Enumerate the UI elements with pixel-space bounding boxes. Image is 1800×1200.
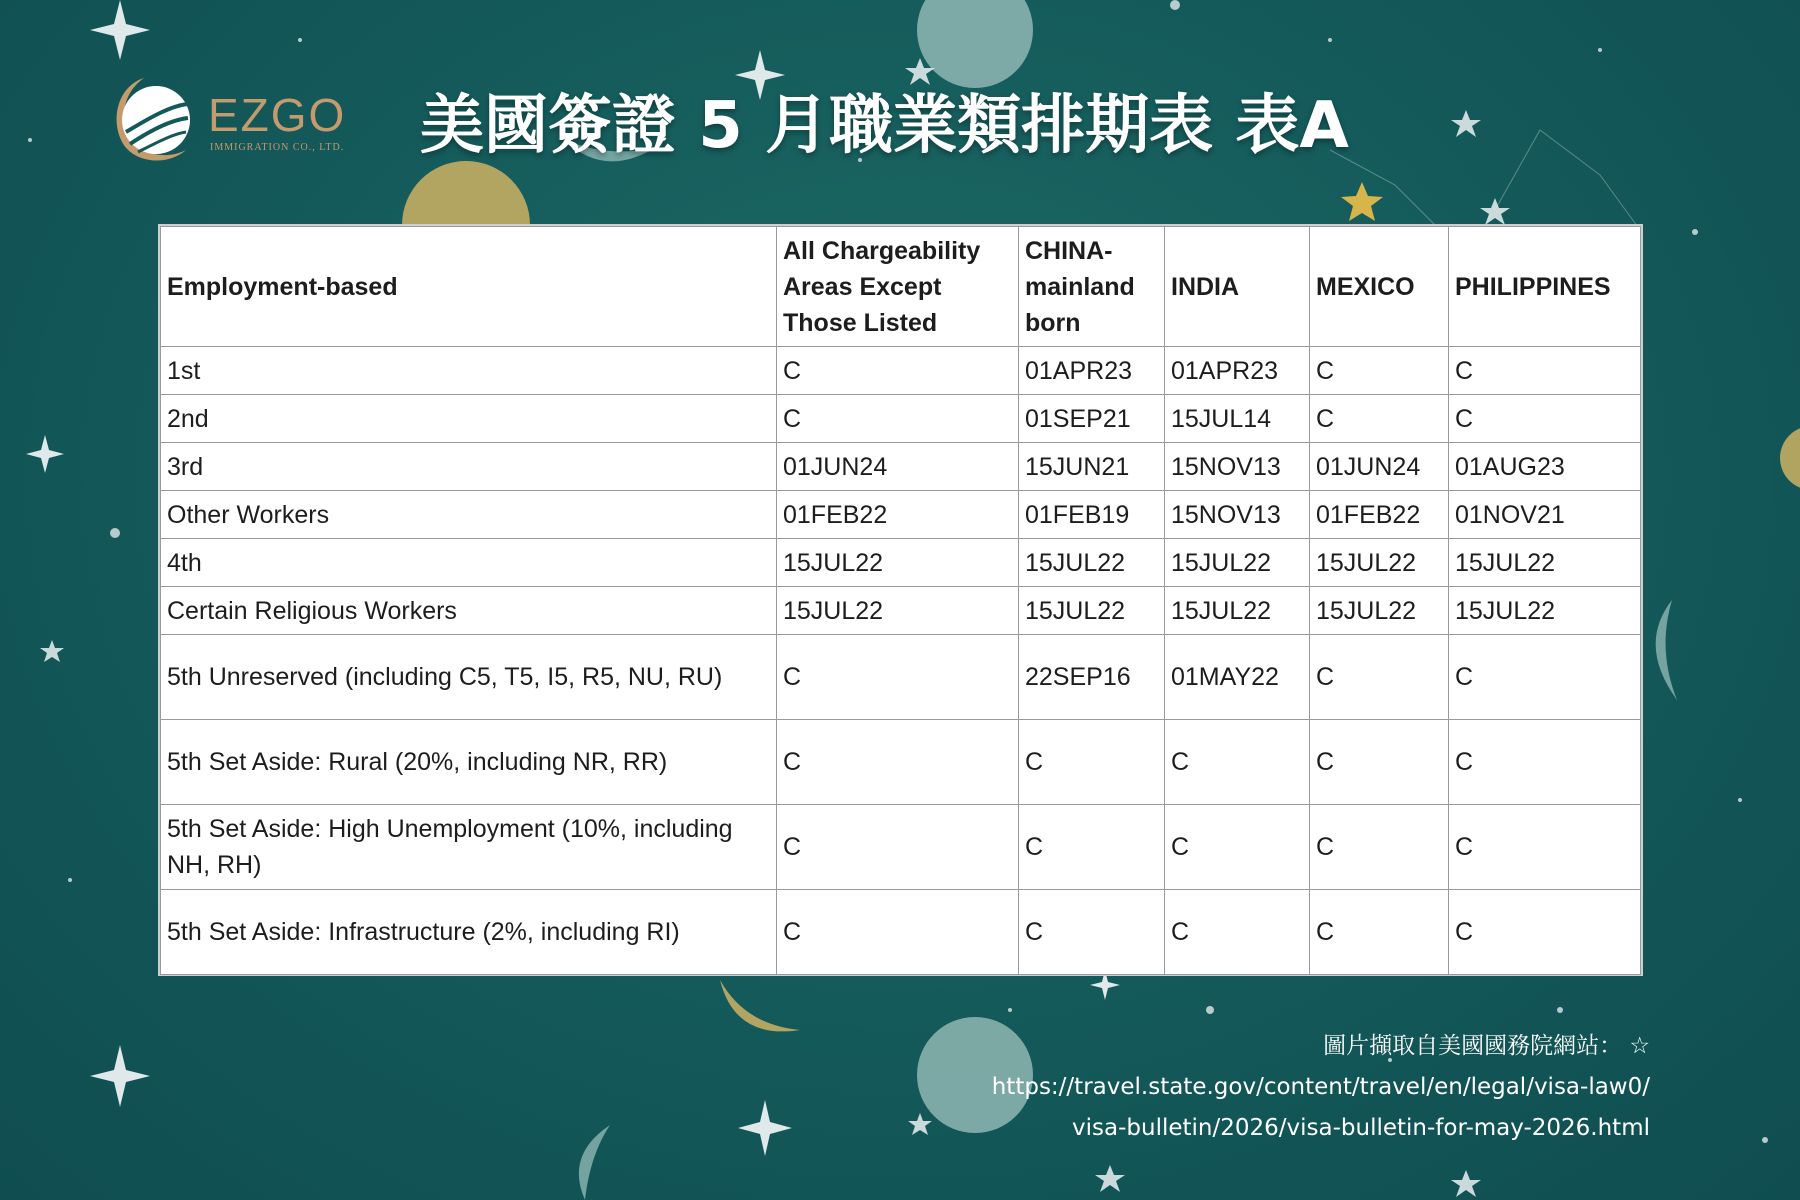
table-cell: 01FEB22 bbox=[1310, 491, 1449, 539]
source-url-line-2[interactable]: visa-bulletin/2026/visa-bulletin-for-may-2026.html bbox=[1072, 1115, 1650, 1141]
table-cell: C bbox=[1449, 805, 1641, 890]
table-cell: C bbox=[1310, 395, 1449, 443]
table-cell: C bbox=[777, 635, 1019, 720]
table-cell: C bbox=[1019, 720, 1165, 805]
table-row bbox=[161, 805, 1641, 890]
table-row bbox=[161, 491, 1641, 539]
page-title: 美國簽證 5 月職業類排期表 表A bbox=[420, 89, 1349, 163]
table-cell: 01FEB22 bbox=[777, 491, 1019, 539]
row-category: Certain Religious Workers bbox=[161, 587, 777, 635]
table-cell: C bbox=[1165, 805, 1310, 890]
column-header: All Chargeability Areas Except Those Listed bbox=[777, 227, 1019, 347]
sparkle-star bbox=[90, 0, 150, 60]
table-cell: 15JUL22 bbox=[777, 539, 1019, 587]
logo-emblem-icon bbox=[108, 74, 198, 169]
table-cell: C bbox=[1019, 805, 1165, 890]
table-cell: 01APR23 bbox=[1165, 347, 1310, 395]
table-cell: C bbox=[777, 347, 1019, 395]
row-category: Other Workers bbox=[161, 491, 777, 539]
row-category: 5th Unreserved (including C5, T5, I5, R5, NU, RU) bbox=[161, 635, 777, 720]
table-cell: C bbox=[1165, 720, 1310, 805]
sparkle-star bbox=[738, 1100, 792, 1156]
ezgo-logo bbox=[108, 74, 358, 169]
table-cell: C bbox=[1310, 635, 1449, 720]
table-cell: 01FEB19 bbox=[1019, 491, 1165, 539]
small-star bbox=[908, 1113, 932, 1135]
row-category: 5th Set Aside: High Unemployment (10%, including NH, RH) bbox=[161, 805, 777, 890]
column-header: CHINA-mainland born bbox=[1019, 227, 1165, 347]
table-cell: 15NOV13 bbox=[1165, 443, 1310, 491]
table-cell: C bbox=[1449, 395, 1641, 443]
table-cell: C bbox=[1019, 890, 1165, 975]
table-cell: C bbox=[777, 720, 1019, 805]
column-header: Employment-based bbox=[161, 227, 777, 347]
table-cell: C bbox=[777, 890, 1019, 975]
table-cell: 15JUL22 bbox=[1165, 539, 1310, 587]
logo-name: EZGO bbox=[208, 89, 347, 141]
table-cell: C bbox=[1449, 347, 1641, 395]
table-row bbox=[161, 539, 1641, 587]
crescent-right bbox=[1656, 600, 1677, 700]
table-cell: 01JUN24 bbox=[777, 443, 1019, 491]
row-category: 1st bbox=[161, 347, 777, 395]
table-cell: 15JUN21 bbox=[1019, 443, 1165, 491]
table-cell: 15JUL14 bbox=[1165, 395, 1310, 443]
employment-dates-table bbox=[160, 226, 1641, 975]
source-attribution bbox=[992, 1026, 1650, 1149]
small-star bbox=[1451, 1170, 1481, 1197]
row-category: 2nd bbox=[161, 395, 777, 443]
source-label: 圖片擷取自美國國務院網站： ☆ bbox=[1323, 1033, 1650, 1059]
moon-right-edge bbox=[1780, 426, 1800, 490]
visa-bulletin-table bbox=[158, 224, 1643, 976]
table-row bbox=[161, 347, 1641, 395]
table-cell: 15JUL22 bbox=[1310, 539, 1449, 587]
table-cell: 01AUG23 bbox=[1449, 443, 1641, 491]
table-row bbox=[161, 587, 1641, 635]
source-url-line-1[interactable]: https://travel.state.gov/content/travel/en/legal/visa-law0/ bbox=[991, 1074, 1650, 1100]
logo-subtitle: IMMIGRATION CO., LTD. bbox=[210, 142, 345, 153]
table-cell: C bbox=[1310, 805, 1449, 890]
row-category: 5th Set Aside: Infrastructure (2%, including RI) bbox=[161, 890, 777, 975]
table-cell: 15JUL22 bbox=[1019, 539, 1165, 587]
table-row bbox=[161, 720, 1641, 805]
table-cell: 01SEP21 bbox=[1019, 395, 1165, 443]
table-cell: 01APR23 bbox=[1019, 347, 1165, 395]
table-cell: 01NOV21 bbox=[1449, 491, 1641, 539]
crescent-bottom bbox=[579, 1125, 610, 1200]
small-star bbox=[40, 640, 64, 662]
table-cell: 22SEP16 bbox=[1019, 635, 1165, 720]
table-cell: 15JUL22 bbox=[1449, 587, 1641, 635]
table-cell: 01JUN24 bbox=[1310, 443, 1449, 491]
row-category: 4th bbox=[161, 539, 777, 587]
table-cell: C bbox=[1310, 347, 1449, 395]
sparkle-star bbox=[26, 435, 64, 473]
column-header: PHILIPPINES bbox=[1449, 227, 1641, 347]
table-cell: C bbox=[1310, 890, 1449, 975]
table-cell: C bbox=[1310, 720, 1449, 805]
table-row bbox=[161, 443, 1641, 491]
star-outline-icon: ☆ bbox=[1622, 1033, 1650, 1059]
table-cell: 01MAY22 bbox=[1165, 635, 1310, 720]
table-row bbox=[161, 395, 1641, 443]
table-cell: C bbox=[777, 395, 1019, 443]
table-cell: C bbox=[1165, 890, 1310, 975]
crescent-bottom-gold bbox=[720, 980, 800, 1031]
table-cell: C bbox=[1449, 890, 1641, 975]
table-row bbox=[161, 635, 1641, 720]
gold-star bbox=[1341, 182, 1383, 221]
table-cell: 15JUL22 bbox=[1019, 587, 1165, 635]
column-header: INDIA bbox=[1165, 227, 1310, 347]
row-category: 5th Set Aside: Rural (20%, including NR, RR) bbox=[161, 720, 777, 805]
table-cell: 15JUL22 bbox=[1449, 539, 1641, 587]
small-star bbox=[1451, 110, 1481, 137]
table-cell: 15JUL22 bbox=[777, 587, 1019, 635]
table-cell: 15JUL22 bbox=[1310, 587, 1449, 635]
table-header-row bbox=[161, 227, 1641, 347]
row-category: 3rd bbox=[161, 443, 777, 491]
small-star bbox=[1480, 198, 1510, 225]
table-cell: 15NOV13 bbox=[1165, 491, 1310, 539]
table-cell: 15JUL22 bbox=[1165, 587, 1310, 635]
column-header: MEXICO bbox=[1310, 227, 1449, 347]
sparkle-star bbox=[90, 1045, 150, 1107]
small-star bbox=[1095, 1165, 1125, 1192]
table-cell: C bbox=[1449, 720, 1641, 805]
table-cell: C bbox=[1449, 635, 1641, 720]
table-row bbox=[161, 890, 1641, 975]
table-cell: C bbox=[777, 805, 1019, 890]
